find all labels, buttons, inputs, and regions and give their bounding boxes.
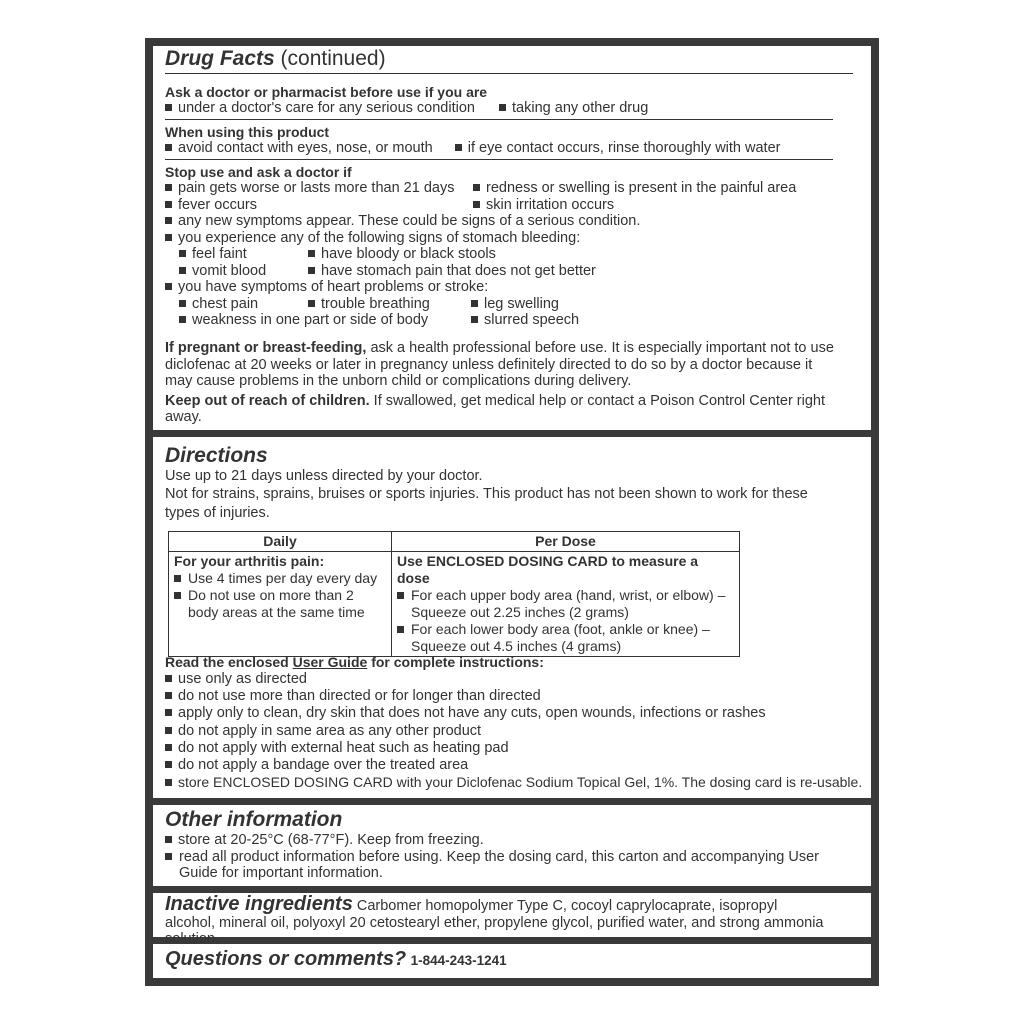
- bullet-icon: [499, 104, 506, 111]
- inactive-text: Carbomer homopolymer Type C, cocoyl caprylocaprate, isopropyl alcohol, mineral oil, polyoxyl 20 cetostearyl ether, propylene glycol, purified water, and strong ammonia solution.: [165, 898, 824, 947]
- bullet-icon: [397, 626, 404, 633]
- when-using-section: [165, 124, 833, 160]
- section-divider: [145, 798, 879, 805]
- other-info-title: Other information: [165, 808, 343, 831]
- section-divider: [145, 430, 879, 437]
- keep-out-warning: Keep out of reach of children. If swallowed, get medical help or contact a Poison Control Center right away.: [165, 392, 826, 425]
- list-item: Do not use on more than 2 body areas at the same time: [188, 587, 365, 620]
- list-item: weakness in one part or side of body: [192, 312, 429, 328]
- bullet-icon: [308, 300, 315, 307]
- bullet-icon: [165, 853, 172, 860]
- directions-title: Directions: [165, 444, 268, 467]
- phone-number[interactable]: 1-844-243-1241: [410, 953, 507, 968]
- drug-facts-header: [165, 47, 853, 74]
- list-item: do not apply in same area as any other product: [178, 722, 482, 739]
- list-item: store at 20-25°C (68-77°F). Keep from freezing.: [178, 832, 484, 848]
- list-item: Use 4 times per day every day: [188, 570, 378, 586]
- directions-text: Use up to 21 days unless directed by your doctor.: [165, 468, 483, 484]
- bullet-icon: [165, 692, 172, 699]
- section-divider: [145, 886, 879, 893]
- bullet-icon: [165, 761, 172, 768]
- table-header: Per Dose: [392, 532, 740, 552]
- instructions-list: [165, 654, 865, 791]
- list-item: slurred speech: [484, 312, 580, 328]
- list-item: trouble breathing: [321, 295, 430, 312]
- bullet-icon: [165, 104, 172, 111]
- bullet-icon: [174, 592, 181, 599]
- list-item: fever occurs: [178, 196, 257, 213]
- bullet-icon: [397, 592, 404, 599]
- bullet-icon: [165, 283, 172, 290]
- list-item: use only as directed: [178, 671, 307, 687]
- stop-use-section: [165, 164, 855, 329]
- bullet-icon: [473, 201, 480, 208]
- bullet-icon: [165, 234, 172, 241]
- when-using-heading: When using this product: [165, 124, 330, 140]
- bullet-icon: [308, 267, 315, 274]
- bullet-icon: [308, 250, 315, 257]
- list-item: do not apply with external heat such as heating pad: [178, 739, 509, 756]
- list-item: skin irritation occurs: [486, 196, 615, 213]
- list-item: do not apply a bandage over the treated area: [178, 757, 469, 774]
- questions-section: [165, 948, 825, 971]
- list-item: vomit blood: [192, 262, 267, 279]
- bullet-icon: [165, 217, 172, 224]
- directions-section: [165, 444, 815, 523]
- stop-use-heading: Stop use and ask a doctor if: [165, 164, 352, 180]
- table-cell: Use ENCLOSED DOSING CARD to measure a dose For each upper body area (hand, wrist, or elbow) – Squeeze out 2.25 inches (2 grams) For each lower body area (foot, ankle or knee) – Squeeze out 4.5 inches (4 grams): [392, 552, 740, 657]
- list-item: For each upper body area (hand, wrist, or elbow) – Squeeze out 2.25 inches (2 grams): [411, 587, 726, 620]
- ask-doctor-heading: Ask a doctor or pharmacist before use if you are: [165, 84, 488, 100]
- list-item: store ENCLOSED DOSING CARD with your Diclofenac Sodium Topical Gel, 1%. The dosing card is re-usable.: [178, 774, 863, 791]
- list-item: any new symptoms appear. These could be signs of a serious condition.: [178, 213, 641, 229]
- bullet-icon: [179, 250, 186, 257]
- bullet-icon: [165, 675, 172, 682]
- warnings-section: [165, 340, 835, 426]
- list-item: you have symptoms of heart problems or stroke:: [178, 279, 489, 295]
- bullet-icon: [165, 744, 172, 751]
- table-header: Daily: [169, 532, 392, 552]
- list-item: leg swelling: [484, 295, 559, 312]
- list-item: you experience any of the following signs of stomach bleeding:: [178, 229, 581, 246]
- list-item: For each lower body area (foot, ankle or knee) – Squeeze out 4.5 inches (4 grams): [411, 621, 710, 654]
- bullet-icon: [165, 144, 172, 151]
- list-item: feel faint: [192, 246, 247, 262]
- bullet-icon: [165, 184, 172, 191]
- dosing-table: [168, 531, 740, 657]
- directions-text: Not for strains, sprains, bruises or sports injuries. This product has not been shown to work for these types of injuries.: [165, 485, 808, 521]
- list-item: taking any other drug: [512, 100, 649, 116]
- list-item: redness or swelling is present in the painful area: [486, 180, 797, 196]
- user-guide-line: Read the enclosed User Guide for complete instructions:: [165, 654, 544, 670]
- table-cell: For your arthritis pain: Use 4 times per day every day Do not use on more than 2 body areas at the same time: [169, 552, 392, 657]
- user-guide-link[interactable]: User Guide: [292, 654, 368, 670]
- list-item: if eye contact occurs, rinse thoroughly with water: [467, 140, 781, 156]
- bullet-icon: [165, 201, 172, 208]
- bullet-icon: [179, 300, 186, 307]
- list-item: have bloody or black stools: [321, 246, 496, 262]
- list-item: under a doctor's care for any serious condition: [178, 100, 475, 116]
- bullet-icon: [471, 300, 478, 307]
- bullet-icon: [165, 779, 172, 786]
- pregnancy-warning: If pregnant or breast-feeding, ask a health professional before use. It is especially important not to use diclofenac at 20 weeks or later in pregnancy unless definitely directed to do so by a doctor because it may cause problems in the unborn child or complications during delivery.: [165, 340, 834, 389]
- bullet-icon: [165, 709, 172, 716]
- page-title: Drug Facts (continued): [165, 47, 386, 70]
- list-item: avoid contact with eyes, nose, or mouth: [178, 140, 433, 156]
- bullet-icon: [179, 316, 186, 323]
- bullet-icon: [179, 267, 186, 274]
- list-item: apply only to clean, dry skin that does not have any cuts, open wounds, infections or rashes: [178, 705, 766, 722]
- ask-doctor-section: [165, 84, 833, 120]
- other-info-section: [165, 808, 825, 882]
- bullet-icon: [174, 575, 181, 582]
- bullet-icon: [165, 727, 172, 734]
- list-item: do not use more than directed or for longer than directed: [178, 688, 541, 705]
- list-item: read all product information before using. Keep the dosing card, this carton and accompanying User Guide for important information.: [179, 848, 819, 881]
- inactive-title: Inactive ingredients: [165, 893, 353, 915]
- bullet-icon: [455, 144, 462, 151]
- questions-title: Questions or comments?: [165, 948, 407, 970]
- list-item: chest pain: [192, 295, 259, 312]
- bullet-icon: [471, 316, 478, 323]
- list-item: pain gets worse or lasts more than 21 days: [178, 180, 455, 196]
- bullet-icon: [473, 184, 480, 191]
- bullet-icon: [165, 836, 172, 843]
- inactive-ingredients-section: [165, 893, 830, 948]
- list-item: have stomach pain that does not get better: [321, 262, 596, 279]
